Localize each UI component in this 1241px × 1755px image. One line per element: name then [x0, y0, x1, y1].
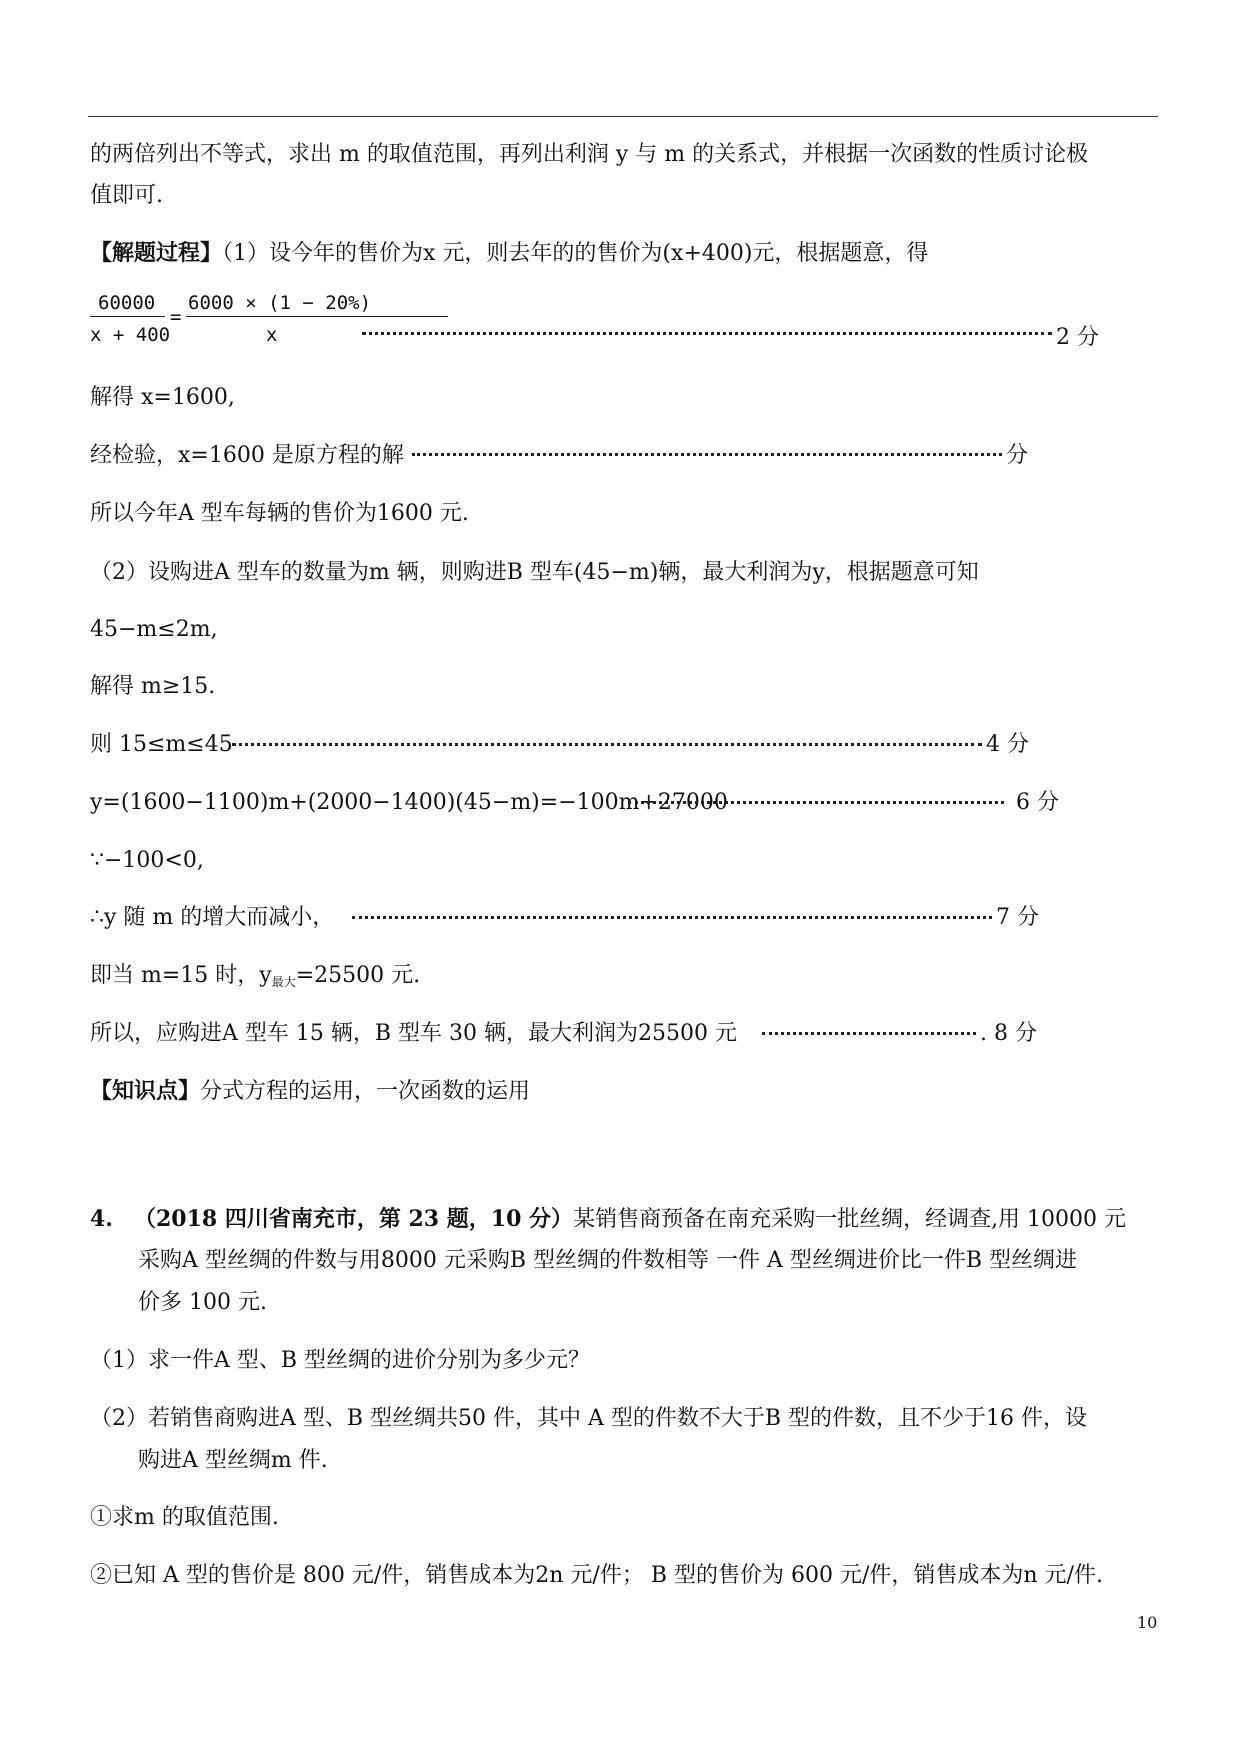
knowledge-label: 【知识点】: [90, 1078, 201, 1104]
part-2-line: （2）设购进A 型车的数量为m 辆，则购进B 型车(45−m)辆，最大利润为y，根据题意可知: [90, 560, 979, 585]
score-mark: 7 分: [996, 905, 1039, 930]
leader-dots: [362, 330, 1052, 335]
answer-1-line: 所以今年A 型车每辆的售价为1600 元.: [90, 501, 469, 526]
knowledge-line: [90, 1076, 530, 1107]
profit-equation-line: y=(1600−1100)m+(2000−1400)(45−m)=−100m+27000: [90, 790, 728, 815]
leader-dots: [412, 451, 1002, 456]
score-mark: 4 分: [986, 732, 1029, 757]
left-numerator: 60000: [98, 292, 156, 314]
left-fraction-bar: [90, 316, 165, 317]
right-denominator: x: [266, 324, 278, 346]
problem-stem-3: 价多 100 元.: [138, 1290, 267, 1315]
therefore-line: ∴y 随 m 的增大而减小，: [90, 905, 335, 930]
problem-stem-1: 某销售商预备在南充采购一批丝绸，经调查,用 10000 元: [573, 1207, 1127, 1232]
knowledge-text: 分式方程的运用，一次函数的运用: [200, 1079, 531, 1104]
max-suffix: =25500 元.: [295, 963, 421, 988]
solve-m-line: 解得 m≥15.: [90, 674, 216, 699]
leader-dots: [762, 1030, 976, 1035]
leader-dots: [628, 799, 1004, 804]
problem-source: （2018 四川省南充市，第 23 题，10 分）: [133, 1206, 574, 1232]
analysis-line-1: 的两倍列出不等式，求出 m 的取值范围，再列出利润 y 与 m 的关系式，并根据一次函数的性质讨论极: [90, 142, 1089, 167]
question-1: （1）求一件A 型、B 型丝绸的进价分别为多少元？: [90, 1348, 591, 1373]
score-mark: 2 分: [1056, 325, 1099, 350]
solve-x-line: 解得 x=1600,: [90, 385, 235, 410]
score-mark: 分: [1006, 443, 1029, 468]
score-mark: . 8 分: [980, 1021, 1037, 1046]
question-2-line-2: 购进A 型丝绸m 件.: [138, 1448, 328, 1473]
because-line: ∵−100<0,: [90, 848, 204, 873]
solution-text: （1）设今年的售价为x 元，则去年的的售价为(x+400)元，根据题意，得: [222, 241, 929, 266]
range-line: 则 15≤m≤45: [90, 732, 233, 757]
sub-question-1: ①求m 的取值范围.: [90, 1505, 279, 1530]
leader-dots: [352, 914, 992, 919]
sub-question-2: ②已知 A 型的售价是 800 元/件，销售成本为2n 元/件； B 型的售价为 600 元/件，销售成本为n 元/件.: [90, 1563, 1103, 1588]
conclusion-line: 所以，应购进A 型车 15 辆，B 型车 30 辆，最大利润为25500 元: [90, 1021, 737, 1046]
max-prefix: 即当 m=15 时，y: [90, 963, 272, 988]
max-subscript: 最大: [271, 975, 296, 989]
inequality-line: 45−m≤2m,: [90, 617, 218, 642]
problem-stem-2: 采购A 型丝绸的件数与用8000 元采购B 型丝绸的件数相等 一件 A 型丝绸进价比一件B 型丝绸进: [138, 1248, 1078, 1273]
right-fraction-bar: [186, 316, 448, 317]
problem-4-header: [90, 1204, 1126, 1235]
question-2-line-1: （2）若销售商购进A 型、B 型丝绸共50 件，其中 A 型的件数不大于B 型的件数，且不少于16 件，设: [90, 1406, 1088, 1431]
page-number: 10: [1137, 1613, 1158, 1632]
leader-dots: [232, 741, 982, 746]
score-mark: 6 分: [1016, 790, 1059, 815]
equals-sign: =: [170, 306, 182, 328]
check-line: 经检验，x=1600 是原方程的解: [90, 443, 404, 468]
right-numerator: 6000 × (1 − 20%): [188, 292, 372, 314]
max-profit-line: [90, 961, 420, 997]
solution-label: 【解题过程】: [90, 240, 223, 266]
analysis-line-2: 值即可.: [90, 183, 163, 208]
left-denominator: x + 400: [90, 324, 171, 346]
solution-intro: [90, 238, 928, 269]
header-rule: [88, 116, 1158, 117]
problem-number: 4.: [90, 1206, 113, 1232]
